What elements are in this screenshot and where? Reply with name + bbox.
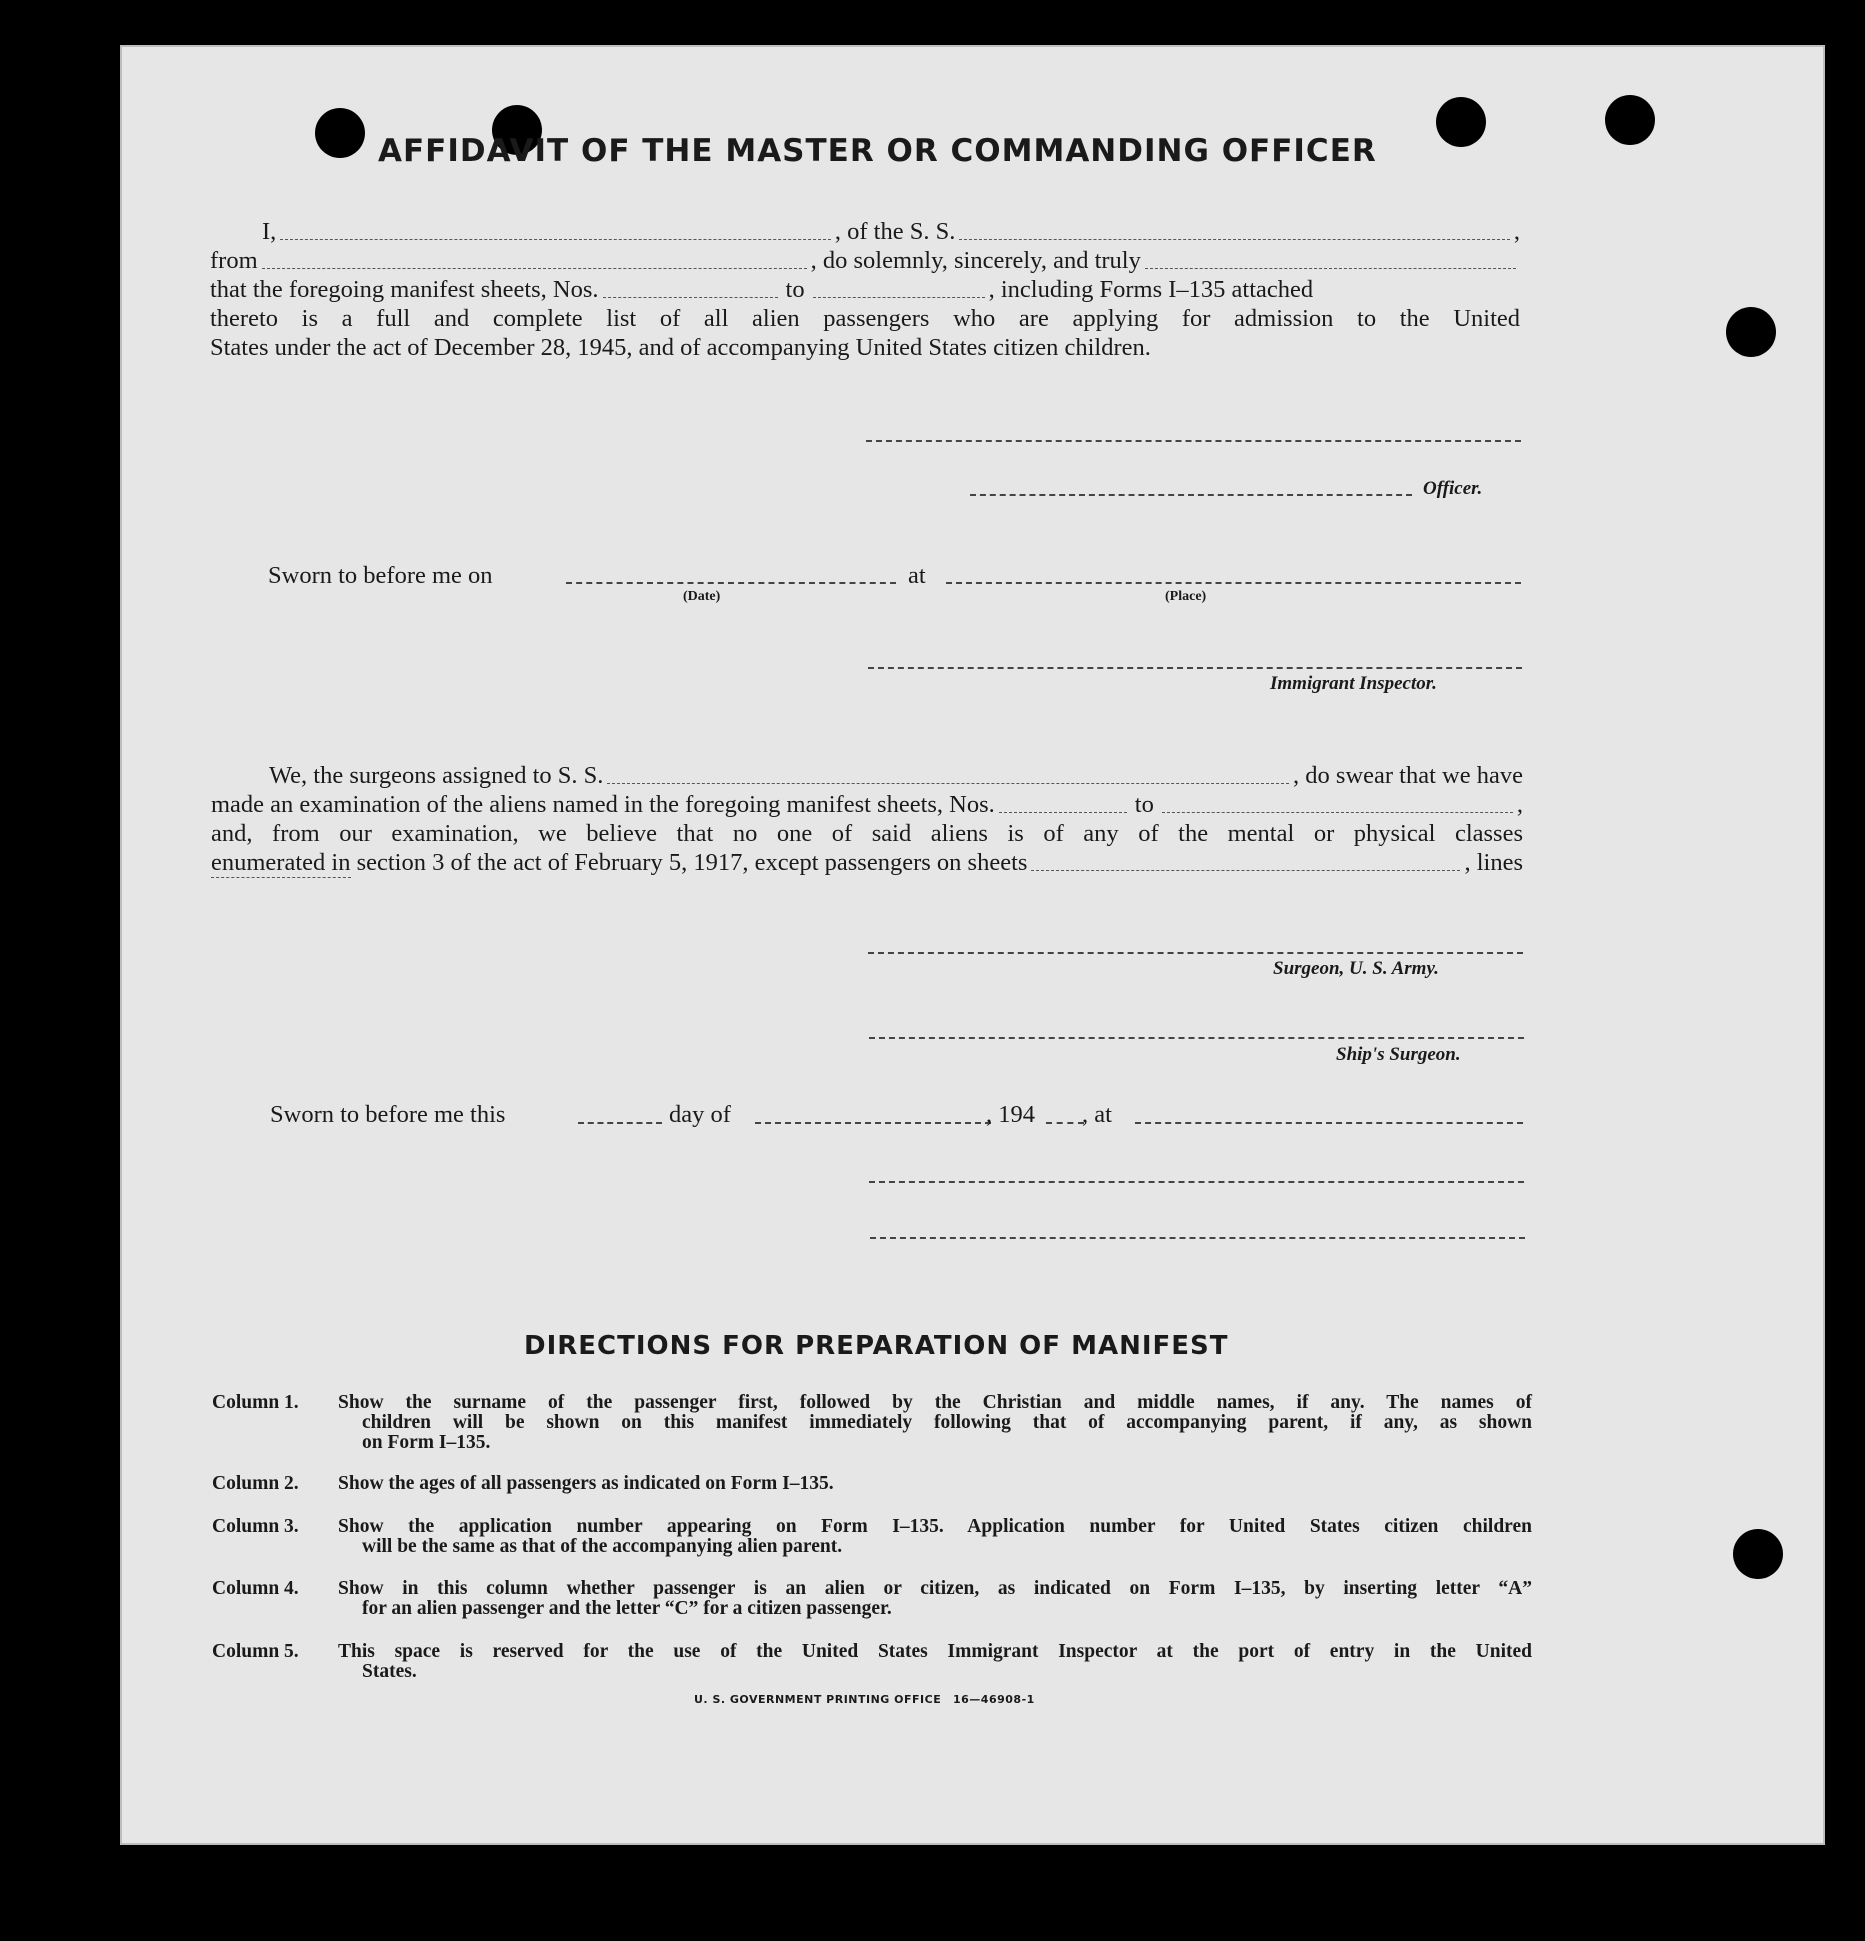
officer-title-line[interactable]: [970, 494, 1412, 496]
column-1-cont1: children will be shown on this manifest immediately following that of accompanying parent, if any, as shown: [362, 1412, 1532, 1433]
sworn-place2-field[interactable]: [1135, 1122, 1523, 1124]
sworn-year-text: , 194: [986, 1101, 1035, 1128]
army-surgeon-signature-line[interactable]: [868, 952, 1523, 954]
sworn-date-field[interactable]: [566, 582, 896, 584]
sheet-from-field[interactable]: [603, 297, 778, 298]
sworn-at2-text: , at: [1082, 1101, 1112, 1128]
ship-name-field[interactable]: [959, 239, 1510, 240]
except-sheets-field[interactable]: [1031, 870, 1460, 871]
surgeons-lines: , lines: [1464, 849, 1523, 876]
directions-title: DIRECTIONS FOR PREPARATION OF MANIFEST: [524, 1331, 1229, 1361]
column-1-label: Column 1.: [212, 1392, 299, 1413]
column-1-line1: Show the surname of the passenger first, followed by the Christian and middle names, if any. The names of: [338, 1392, 1532, 1413]
surgeons-swear: , do swear that we have: [1293, 762, 1523, 789]
column-1-cont2: on Form I–135.: [362, 1432, 491, 1453]
army-surgeon-label: Surgeon, U. S. Army.: [1273, 958, 1439, 979]
inspector-signature-line[interactable]: [868, 667, 1522, 669]
signature-line-b[interactable]: [870, 1237, 1525, 1239]
surgeons-made: made an examination of the aliens named in the foregoing manifest sheets, Nos.: [211, 791, 995, 818]
direction-column-5: [212, 1642, 1532, 1682]
column-5-line1: This space is reserved for the use of the United States Immigrant Inspector at the port of entry in the United: [338, 1641, 1532, 1662]
sworn-this-text: Sworn to before me this: [270, 1101, 506, 1128]
affidavit-from: from: [210, 247, 258, 274]
column-4-cont1: for an alien passenger and the letter “C” for a citizen passenger.: [362, 1598, 892, 1619]
inspector-label: Immigrant Inspector.: [1270, 673, 1437, 694]
sworn-year-field[interactable]: [1046, 1122, 1084, 1124]
column-4-label: Column 4.: [212, 1578, 299, 1599]
affidavit-i: I,: [262, 218, 277, 245]
ship-surgeon-signature-line[interactable]: [869, 1037, 1524, 1039]
sworn-day-of-text: day of: [669, 1101, 731, 1128]
sheet-to-field[interactable]: [813, 297, 985, 298]
surgeons-enumerated: enumerated in section 3 of the act of February 5, 1917, except passengers on sheets: [211, 849, 1028, 876]
affidavit-line4: thereto is a full and complete list of all alien passengers who are applying for admission to the United: [210, 305, 1520, 332]
affidavit-foregoing: that the foregoing manifest sheets, Nos.: [210, 276, 599, 303]
direction-column-2: [212, 1474, 1532, 1494]
punch-hole-6: [1733, 1529, 1783, 1579]
affidavit-solemnly: , do solemnly, sincerely, and truly: [810, 247, 1141, 274]
printer-imprint: U. S. GOVERNMENT PRINTING OFFICE: [694, 1693, 942, 1706]
column-5-cont1: States.: [362, 1661, 417, 1682]
affidavit-including: , including Forms I–135 attached: [988, 276, 1314, 303]
column-5-label: Column 5.: [212, 1641, 299, 1662]
column-3-label: Column 3.: [212, 1516, 299, 1537]
affidavit-to: to: [785, 276, 805, 303]
date-caption: (Date): [683, 589, 721, 604]
sworn-on-text: Sworn to before me on: [268, 562, 493, 589]
surgeons-to: to: [1134, 791, 1154, 818]
signature-line-a[interactable]: [869, 1181, 1524, 1183]
punch-hole-3: [1436, 97, 1486, 147]
place-caption: (Place): [1165, 589, 1207, 604]
direction-column-4: [212, 1579, 1532, 1619]
sworn-place-field[interactable]: [946, 582, 1521, 584]
direction-column-3: [212, 1517, 1532, 1557]
sworn-at-text: at: [908, 562, 926, 589]
sworn-month-field[interactable]: [755, 1122, 991, 1124]
surgeons-we: We, the surgeons assigned to S. S.: [269, 762, 604, 789]
affidavit-of-ss: , of the S. S.: [834, 218, 956, 245]
swear-affirm-field[interactable]: [1145, 268, 1516, 269]
surgeons-paragraph: [211, 761, 1523, 884]
affidavit-line5: States under the act of December 28, 1945, and of accompanying United States citizen children.: [210, 334, 1151, 361]
officer-label: Officer.: [1423, 478, 1483, 499]
master-signature-line[interactable]: [866, 440, 1521, 442]
punch-hole-5: [1726, 307, 1776, 357]
column-3-line1: Show the application number appearing on Form I–135. Application number for United States citizen children: [338, 1516, 1532, 1537]
form-sheet: [120, 45, 1825, 1845]
column-2-line1: Show the ages of all passengers as indicated on Form I–135.: [338, 1473, 834, 1494]
column-3-cont1: will be the same as that of the accompanying alien parent.: [362, 1536, 843, 1557]
surgeons-line3: and, from our examination, we believe that no one of said aliens is of any of the mental or physical classes: [211, 820, 1523, 847]
surgeons-sheet-from-field[interactable]: [999, 812, 1127, 813]
affidavit-title: AFFIDAVIT OF THE MASTER OR COMMANDING OFFICER: [378, 133, 1377, 169]
surgeons-ship-field[interactable]: [607, 783, 1289, 784]
punch-hole-1: [315, 108, 365, 158]
surgeons-sheet-to-field[interactable]: [1162, 812, 1513, 813]
ship-surgeon-label: Ship's Surgeon.: [1336, 1044, 1461, 1065]
punch-hole-4: [1605, 95, 1655, 145]
except-lines-field[interactable]: [211, 877, 351, 878]
master-name-field[interactable]: [280, 239, 831, 240]
sworn-day-field[interactable]: [578, 1122, 662, 1124]
column-4-line1: Show in this column whether passenger is an alien or citizen, as indicated on Form I–135, by inserting letter “A”: [338, 1578, 1532, 1599]
form-code: 16—46908-1: [953, 1693, 1035, 1706]
surgeons-comma: ,: [1516, 791, 1523, 818]
affidavit-comma: ,: [1513, 218, 1521, 245]
column-2-label: Column 2.: [212, 1473, 299, 1494]
from-port-field[interactable]: [262, 268, 807, 269]
direction-column-1: [212, 1393, 1532, 1453]
affidavit-paragraph: [210, 217, 1520, 362]
